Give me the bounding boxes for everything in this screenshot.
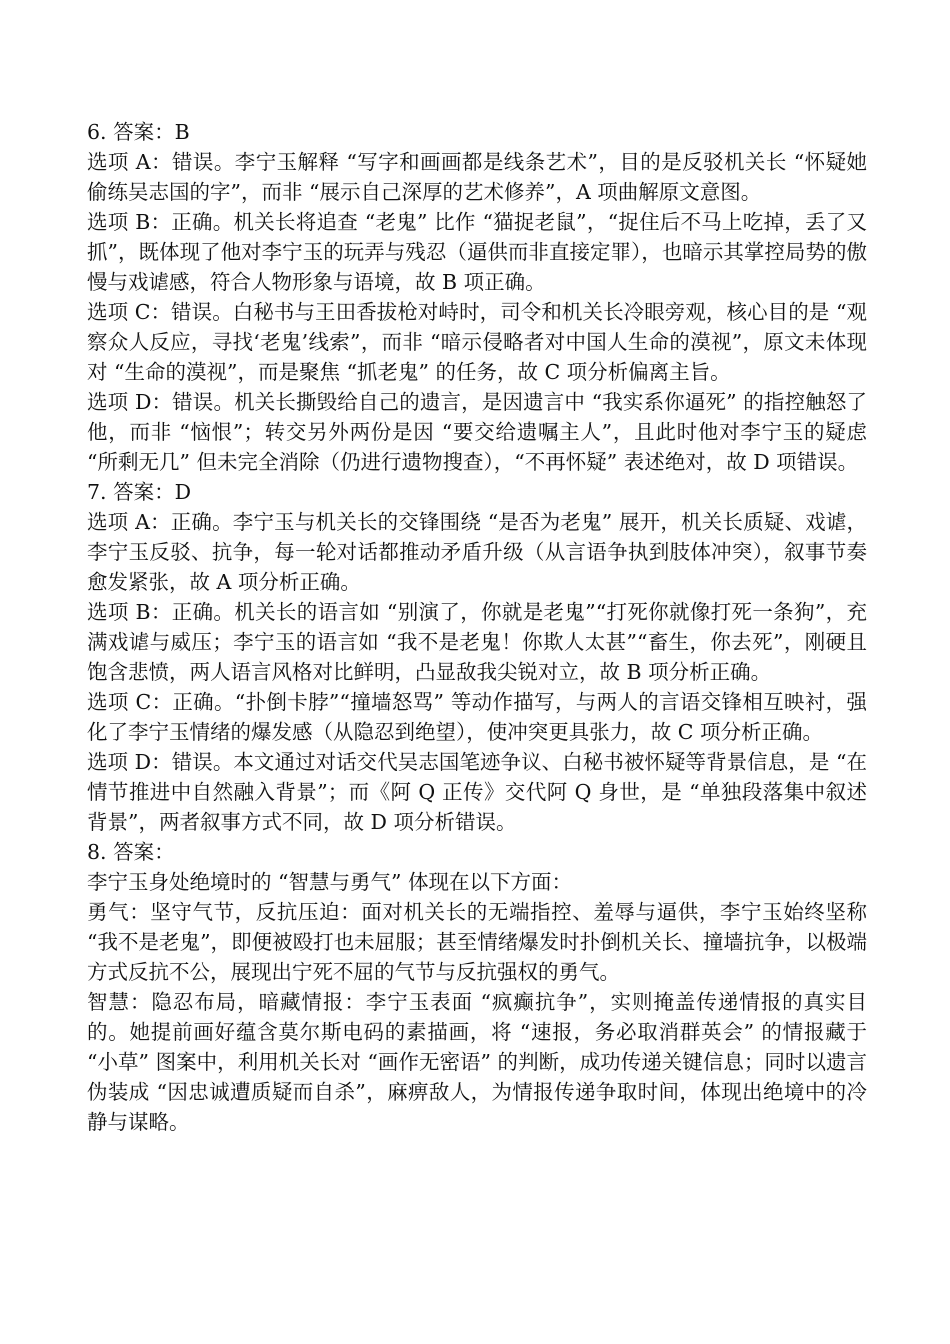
q6-option-a: 选项 A：错误。李宁玉解释 “写字和画画都是线条艺术”，目的是反驳机关长 “怀疑她偷练吴志国的字”，而非 “展示自己深厚的艺术修养”，A 项曲解原文意图。 [87, 150, 867, 204]
q8-courage: 勇气：坚守气节，反抗压迫：面对机关长的无端指控、羞辱与逼供，李宁玉始终坚称 “我不是老鬼”，即便被殴打也未屈服；甚至情绪爆发时扑倒机关长、撞墙抗争，以极端方式反抗不公，展现出宁死不屈的气节与反抗强权的勇气。 [87, 900, 867, 984]
q6-option-c: 选项 C：错误。白秘书与王田香拔枪对峙时，司令和机关长冷眼旁观，核心目的是 “观察众人反应，寻找‘老鬼’线索”，而非 “暗示侵略者对中国人生命的漠视”，原文未体现对 “生命的漠视”，而是聚焦 “抓老鬼” 的任务，故 C 项分析偏离主旨。 [87, 300, 867, 384]
q6-option-d: 选项 D：错误。机关长撕毁给自己的遗言，是因遗言中 “我实系你逼死” 的指控触怒了他，而非 “恼恨”；转交另外两份是因 “要交给遗嘱主人”，且此时他对李宁玉的疑虑 “所剩无几” 但未完全消除（仍进行遗物搜查），“不再怀疑” 表述绝对，故 D 项错误。 [87, 390, 867, 474]
q6-answer: 6. 答案：B [87, 120, 190, 144]
document-page [87, 117, 867, 1137]
q7-answer: 7. 答案：D [87, 480, 192, 504]
q7-option-b: 选项 B：正确。机关长的语言如 “别演了，你就是老鬼”“打死你就像打死一条狗”，充满戏谑与威压；李宁玉的语言如 “我不是老鬼！你欺人太甚”“畜生，你去死”，刚硬且饱含悲愤，两人语言风格对比鲜明，凸显敌我尖锐对立，故 B 项分析正确。 [87, 600, 867, 684]
q7-option-c: 选项 C：正确。“扑倒卡脖”“撞墙怒骂” 等动作描写，与两人的言语交锋相互映衬，强化了李宁玉情绪的爆发感（从隐忍到绝望），使冲突更具张力，故 C 项分析正确。 [87, 690, 867, 744]
q8-intro: 李宁玉身处绝境时的 “智慧与勇气” 体现在以下方面： [87, 870, 572, 894]
q8-wisdom: 智慧：隐忍布局，暗藏情报：李宁玉表面 “疯癫抗争”，实则掩盖传递情报的真实目的。她提前画好蕴含莫尔斯电码的素描画，将 “速报，务必取消群英会” 的情报藏于 “小草” 图案中，利用机关长对 “画作无密语” 的判断，成功传递关键信息；同时以遗言伪装成 “因忠诚遭质疑而自杀”，麻痹敌人，为情报传递争取时间，体现出绝境中的冷静与谋略。 [87, 990, 867, 1134]
q8-answer: 8. 答案： [87, 840, 175, 864]
q6-option-b: 选项 B：正确。机关长将追查 “老鬼” 比作 “猫捉老鼠”，“捉住后不马上吃掉，丢了又抓”，既体现了他对李宁玉的玩弄与残忍（逼供而非直接定罪），也暗示其掌控局势的傲慢与戏谑感，符合人物形象与语境，故 B 项正确。 [87, 210, 867, 294]
q7-option-a: 选项 A：正确。李宁玉与机关长的交锋围绕 “是否为老鬼” 展开，机关长质疑、戏谑，李宁玉反驳、抗争，每一轮对话都推动矛盾升级（从言语争执到肢体冲突），叙事节奏愈发紧张，故 A 项分析正确。 [87, 510, 867, 594]
q7-option-d: 选项 D：错误。本文通过对话交代吴志国笔迹争议、白秘书被怀疑等背景信息，是 “在情节推进中自然融入背景”；而《阿 Q 正传》交代阿 Q 身世，是 “单独段落集中叙述背景”，两者叙事方式不同，故 D 项分析错误。 [87, 750, 867, 834]
